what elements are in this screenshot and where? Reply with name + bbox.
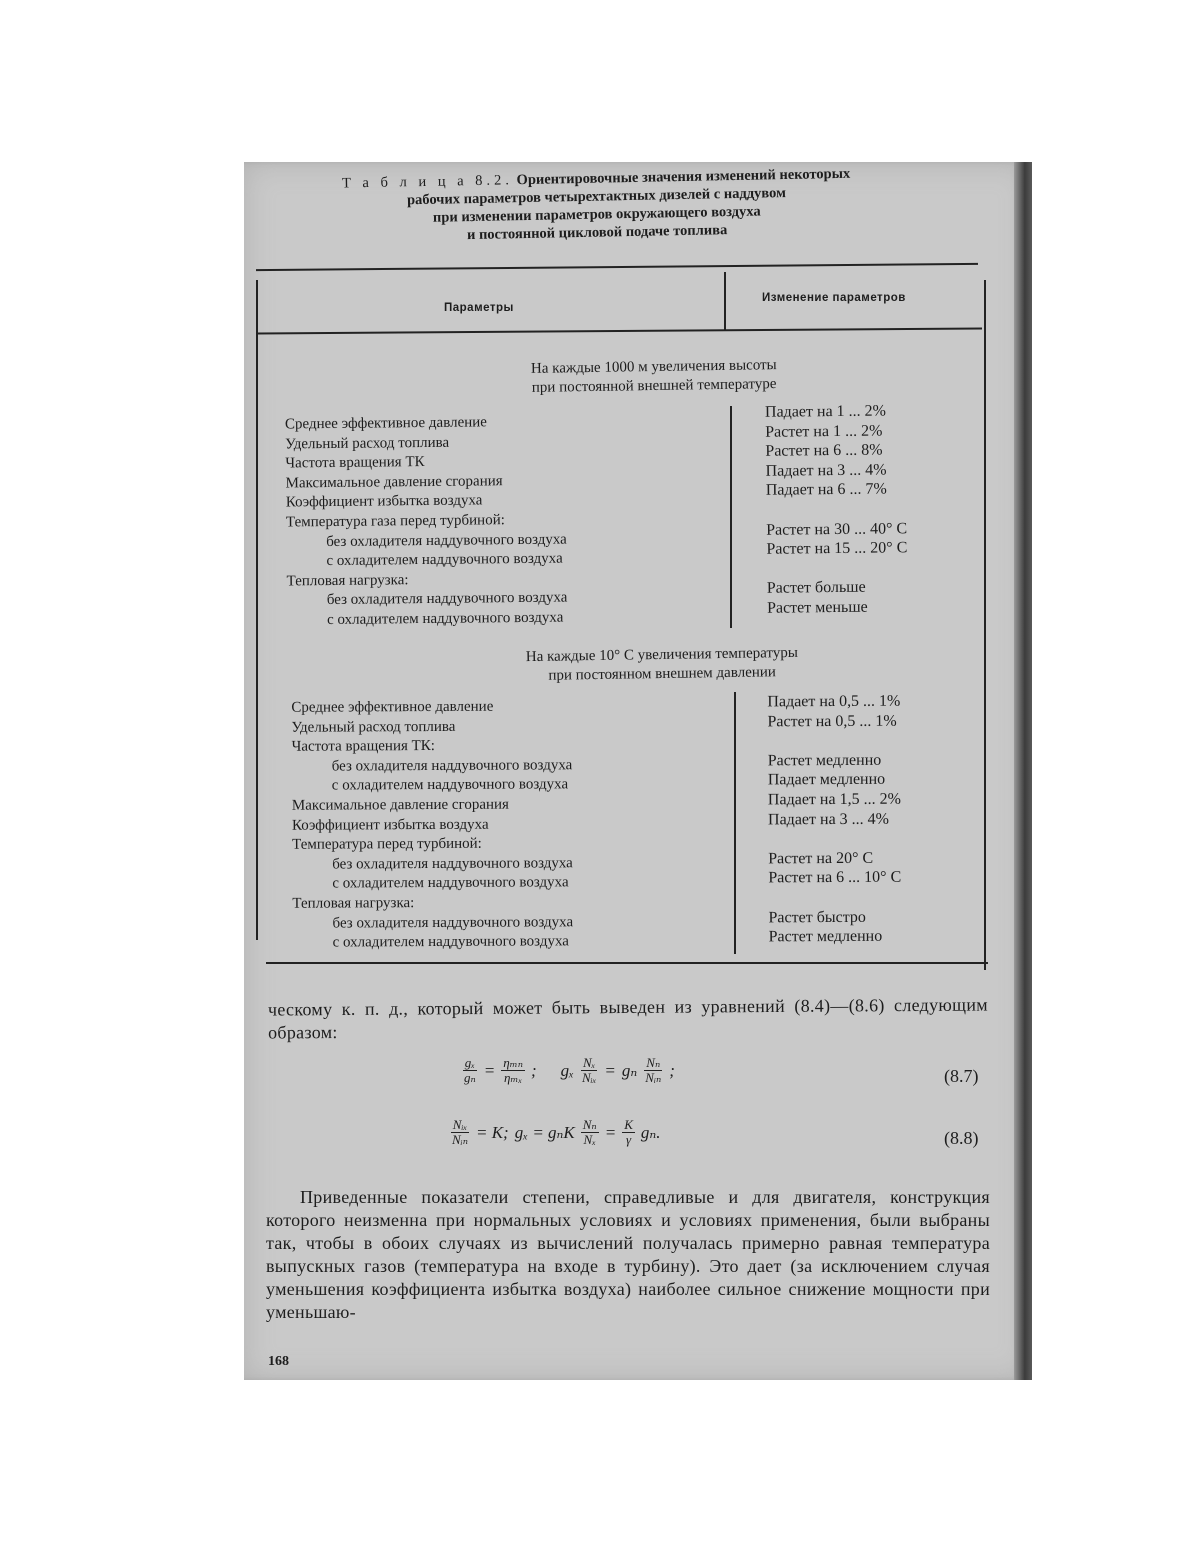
- section-1-parameter-row: с охладителем наддувочного воздуха: [326, 550, 563, 570]
- denominator: ηₘₓ: [504, 1070, 523, 1085]
- denominator: gₙ: [464, 1070, 476, 1085]
- denominator: Nᵢₓ: [581, 1070, 597, 1085]
- table-title: [266, 163, 927, 248]
- fraction: [622, 1118, 635, 1147]
- body-paragraph: Приведенные показатели степени, справедливые и для двигателя, конструкция которого неизменна при нормальных условиях и условиях применения, были выбраны так, чтобы в обоих случаях из вычислений получалась примерно равная температура выпускных газов (температура на входе в турбину). Это дает (за исключением случая уменьшения коэффициента избытка воздуха) наиболее сильное снижение мощности при уменьшаю-: [266, 1187, 990, 1322]
- equals-sign: =: [604, 1122, 617, 1142]
- table-title-line-1: Ориентировочные значения изменений некоторых: [516, 165, 851, 189]
- section-1-parameter-row: Максимальное давление сгорания: [285, 472, 503, 492]
- section-2-value-row: Падает на 3 ... 4%: [767, 810, 890, 828]
- section-1-heading-line-2: при постоянной внешней температуре: [531, 376, 777, 396]
- fraction: [462, 1056, 478, 1085]
- section-1-parameter-row: Частота вращения ТК: [285, 454, 425, 472]
- section-1-value-row: Растет на 15 ... 20° С: [766, 539, 908, 558]
- section-1-parameter-row: с охладителем наддувочного воздуха: [326, 609, 564, 628]
- section-1-value-row: [767, 558, 908, 579]
- section-2-value-row: [768, 731, 901, 751]
- section-2-parameter-row: Среднее эффективное давление: [291, 698, 494, 716]
- equals-sign: = K;: [476, 1122, 509, 1142]
- table-title-line-2: рабочих параметров четырехтактных дизелей с наддувом: [406, 185, 787, 209]
- page-number: 168: [268, 1354, 289, 1369]
- section-1-heading: [394, 354, 915, 400]
- numerator: Nᵢₓ: [452, 1117, 468, 1132]
- numerator: Nₓ: [583, 1055, 596, 1070]
- expression: gₙ.: [640, 1122, 661, 1142]
- fraction: [450, 1118, 470, 1147]
- intro-text: ческому к. п. д., который может быть выведен из уравнений (8.4)—(8.6) следующим образом:: [267, 994, 988, 1043]
- section-2-value-row: Растет медленно: [768, 927, 883, 946]
- numerator: Nₙ: [582, 1117, 597, 1132]
- table-left-rule: [256, 280, 258, 940]
- table-title-line-3: при изменении параметров окружающего воздуха: [432, 203, 761, 226]
- section-2-parameter-row: с охладителем наддувочного воздуха: [332, 933, 569, 951]
- numerator: gₓ: [464, 1055, 475, 1070]
- section-1-value-row: Растет на 1 ... 2%: [765, 422, 883, 441]
- symbol: gₙ: [621, 1060, 638, 1080]
- formula-8-8: [450, 1118, 661, 1147]
- section-1-parameter-row: Тепловая нагрузка:: [286, 571, 409, 590]
- section-1-column-divider: [730, 406, 732, 628]
- section-2-parameter-row: Тепловая нагрузка:: [292, 895, 415, 912]
- table-title-line-4: и постоянной цикловой подаче топлива: [466, 222, 728, 244]
- section-2-value-row: Падает на 1,5 ... 2%: [767, 790, 901, 809]
- section-2-value-row: Падает на 0,5 ... 1%: [767, 692, 901, 711]
- section-1-value-row: Растет больше: [766, 579, 866, 598]
- denominator: Nₓ: [583, 1132, 596, 1147]
- section-2-value-row: Растет на 20° С: [768, 849, 874, 868]
- section-2-parameter-row: без охладителя наддувочного воздуха: [332, 913, 574, 932]
- fraction: [580, 1056, 598, 1085]
- table-right-rule: [984, 280, 986, 970]
- section-1-parameter-row: Коэффициент избытка воздуха: [285, 492, 483, 511]
- numerator: Nₙ: [646, 1055, 661, 1070]
- section-2-heading-line-1: На каждые 10° С увеличения температуры: [525, 644, 798, 666]
- section-1-value-row: [766, 499, 907, 520]
- section-1-value-row: Растет меньше: [766, 598, 868, 617]
- section-2-value-row: Падает медленно: [767, 771, 886, 789]
- header-divider: [724, 272, 726, 330]
- section-1-parameter-row: без охладителя наддувочного воздуха: [326, 589, 568, 609]
- section-1-heading-line-1: На каждые 1000 м увеличения высоты: [530, 357, 777, 377]
- column-header-parameters: Параметры: [444, 302, 514, 314]
- section-1-parameter-row: без охладителя наддувочного воздуха: [326, 531, 567, 550]
- section-2-parameter-row: с охладителем наддувочного воздуха: [332, 874, 569, 892]
- section-2-parameter-row: Температура перед турбиной:: [292, 835, 482, 853]
- denominator: γ: [625, 1132, 632, 1147]
- section-2-values: [767, 692, 901, 947]
- section-2-parameter-row: Максимальное давление сгорания: [291, 796, 509, 814]
- table-label: Т а б л и ц а 8.2.: [341, 172, 514, 192]
- fraction: [581, 1118, 599, 1147]
- section-2-value-row: Растет быстро: [768, 908, 866, 926]
- section-2-parameter-row: Частота вращения ТК:: [291, 738, 435, 755]
- expression: gₓ = gₙK: [514, 1122, 575, 1142]
- header-bottom-rule: [258, 327, 982, 334]
- section-1-values: [765, 401, 908, 618]
- table-bottom-rule: [266, 962, 988, 964]
- denominator: Nᵢₙ: [452, 1132, 468, 1147]
- formula-8-7: [462, 1056, 675, 1085]
- table-top-rule: [256, 263, 978, 271]
- section-1-value-row: Падает на 1 ... 2%: [764, 402, 887, 421]
- denominator: Nᵢₙ: [645, 1070, 662, 1085]
- fraction: [643, 1056, 663, 1085]
- section-2-value-row: Растет медленно: [767, 751, 882, 770]
- section-1-parameter-row: Среднее эффективное давление: [284, 414, 487, 433]
- separator: ;: [669, 1060, 675, 1080]
- section-2-value-row: [768, 829, 901, 849]
- section-1-value-row: Растет на 30 ... 40° С: [766, 519, 908, 539]
- book-page: [244, 162, 1030, 1380]
- section-2-heading: [402, 642, 923, 688]
- section-2-parameter-row: с охладителем наддувочного воздуха: [331, 776, 569, 794]
- section-1-parameter-row: Удельный расход топлива: [285, 434, 450, 453]
- section-2-parameter-row: без охладителя наддувочного воздуха: [331, 757, 573, 775]
- column-header-change: Изменение параметров: [762, 292, 906, 304]
- section-2-value-row: Растет на 0,5 ... 1%: [767, 712, 897, 730]
- book-spine-shadow: [1014, 162, 1032, 1380]
- equals-sign: =: [483, 1060, 496, 1080]
- separator: ;: [530, 1060, 537, 1080]
- symbol: gₓ: [560, 1060, 574, 1080]
- fraction: [501, 1056, 525, 1085]
- equation-number-8-7: (8.7): [944, 1066, 979, 1086]
- section-2-parameter-row: Удельный расход топлива: [291, 718, 456, 736]
- equation-number-8-8: (8.8): [944, 1128, 979, 1148]
- section-1-value-row: Падает на 3 ... 4%: [765, 461, 887, 480]
- section-2-value-row: Растет на 6 ... 10° С: [768, 868, 902, 887]
- section-2-column-divider: [734, 692, 736, 954]
- section-1-value-row: Падает на 6 ... 7%: [765, 480, 887, 500]
- section-2-heading-line-2: при постоянном внешнем давлении: [548, 664, 777, 684]
- section-2-parameters: [291, 697, 573, 953]
- section-1-value-row: Растет на 6 ... 8%: [765, 441, 883, 460]
- section-2-parameter-row: без охладителя наддувочного воздуха: [332, 855, 573, 873]
- numerator: ηₘₙ: [503, 1055, 523, 1070]
- section-2-value-row: [768, 888, 901, 908]
- section-1-parameter-row: Температура газа перед турбиной:: [285, 512, 505, 531]
- section-2-parameter-row: Коэффициент избытка воздуха: [291, 816, 489, 834]
- section-1-parameters: [285, 413, 568, 631]
- equals-sign: =: [604, 1060, 616, 1080]
- numerator: K: [624, 1117, 633, 1132]
